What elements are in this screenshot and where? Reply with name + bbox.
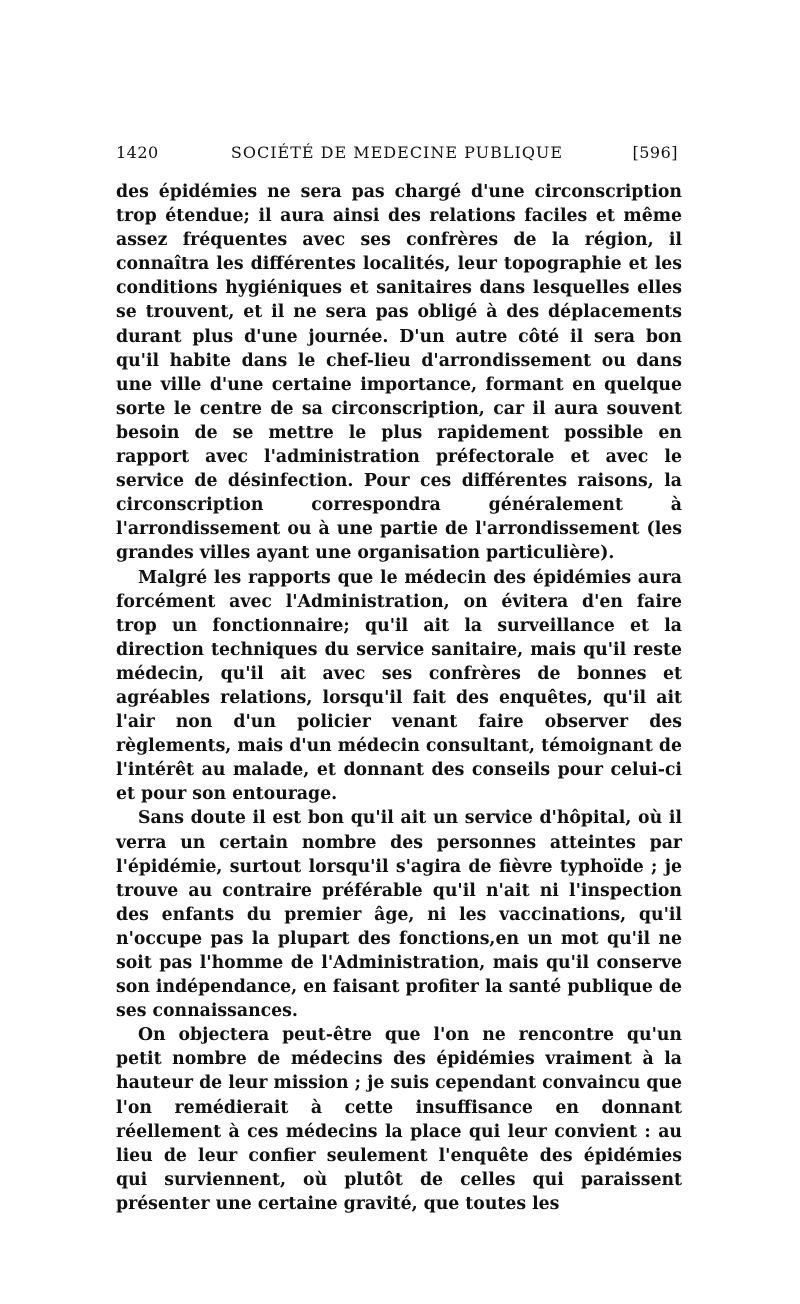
paragraph-3: Sans doute il est bon qu'il ait un service d'hôpital, où il verra un certain nombre des personnes atteintes par l'épidémie, surtout lorsqu'il s'agira de fièvre typhoïde ; je trouve au contraire préférable qu'il n'ait ni l'inspection des enfants du premier âge, ni les vaccinations, qu'il n'occupe pas la plupart des fonctions,en un mot qu'il ne soit pas l'homme de l'Administration, mais qu'il conserve son indépendance, en faisant profiter la santé publique de ses connaissances. — [116, 808, 682, 1022]
paragraph-1: des épidémies ne sera pas chargé d'une circonscription trop étendue; il aura ainsi des relations faciles et même assez fréquentes avec ses confrères de la région, il connaîtra les différentes localités, leur topographie et les conditions hygiéniques et sanitaires dans lesquelles elles se trouvent, et il ne sera pas obligé à des déplacements durant plus d'une journée. D'un autre côté il sera bon qu'il habite dans le chef-lieu d'arrondissement ou dans une ville d'une certaine importance, formant en quelque sorte le centre de sa circonscription, car il aura souvent besoin de se mettre le plus rapidement possible en rapport avec l'administration préfectorale et avec le service de désinfection. Pour ces différentes raisons, la circonscription correspondra généralement à l'arrondissement ou à une partie de l'arrondissement (les grandes villes ayant une organisation particulière). — [116, 182, 682, 564]
page-number: 1420 — [116, 143, 159, 162]
running-title: SOCIÉTÉ DE MEDECINE PUBLIQUE — [230, 143, 564, 162]
body-text — [116, 180, 682, 1216]
paragraph-4: On objectera peut-être que l'on ne rencontre qu'un petit nombre de médecins des épidémies vraiment à la hauteur de leur mission ; je suis cependant convaincu que l'on remédierait à cette insuffisance en donnant réellement à ces médecins la place qui leur convient : au lieu de leur confier seulement l'enquête des épidémies qui surviennent, où plutôt de celles qui paraissent présenter une certaine gravité, que toutes les — [116, 1025, 682, 1214]
bracket-page-number: [596] — [632, 143, 678, 162]
paragraph-2: Malgré les rapports que le médecin des épidémies aura forcément avec l'Administration, on évitera d'en faire trop un fonctionnaire; qu'il ait la surveillance et la direction techniques du service sanitaire, mais qu'il reste médecin, qu'il ait avec ses confrères de bonnes et agréables relations, lorsqu'il fait des enquêtes, qu'il ait l'air non d'un policier venant faire observer des règlements, mais d'un médecin consultant, témoignant de l'intérêt au malade, et donnant des conseils pour celui-ci et pour son entourage. — [116, 567, 682, 805]
running-header — [116, 143, 678, 169]
